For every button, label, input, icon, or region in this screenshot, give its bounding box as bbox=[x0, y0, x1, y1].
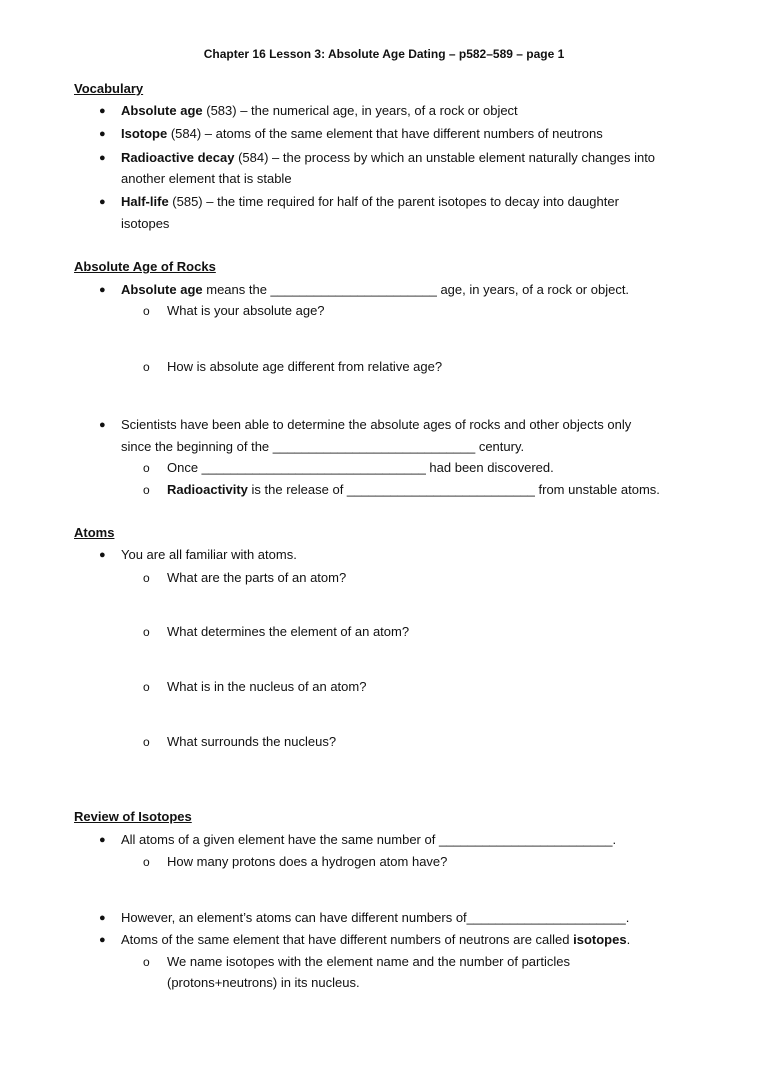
vocab-item-half-life: Half-life (585) – the time required for half of the parent isotopes to decay into daughter bbox=[121, 194, 619, 209]
question-your-absolute-age: What is your absolute age? bbox=[167, 303, 325, 318]
isotopes-definition: Atoms of the same element that have different numbers of neutrons are called isotopes. bbox=[121, 932, 631, 947]
isotopes-heading: Review of Isotopes bbox=[74, 809, 192, 824]
sub-bullet-icon: o bbox=[143, 571, 150, 585]
bullet-icon: ● bbox=[99, 834, 106, 846]
sub-bullet-icon: o bbox=[143, 360, 150, 374]
naming-isotopes-line-1: We name isotopes with the element name and the number of particles bbox=[167, 954, 570, 969]
vocab-item-isotope: Isotope (584) – atoms of the same element that have different numbers of neutrons bbox=[121, 126, 603, 141]
bullet-icon: ● bbox=[99, 196, 106, 208]
bullet-icon: ● bbox=[99, 934, 106, 946]
bullet-icon: ● bbox=[99, 912, 106, 924]
atoms-heading: Atoms bbox=[74, 525, 115, 540]
sub-bullet-icon: o bbox=[143, 855, 150, 869]
sub-bullet-icon: o bbox=[143, 735, 150, 749]
atoms-familiar: You are all familiar with atoms. bbox=[121, 547, 297, 562]
page-title: Chapter 16 Lesson 3: Absolute Age Dating – p582–589 – page 1 bbox=[203, 47, 565, 61]
scientists-line-2: since the beginning of the ____________________________ century. bbox=[121, 439, 525, 454]
vocabulary-heading: Vocabulary bbox=[74, 81, 144, 96]
absolute-age-heading: Absolute Age of Rocks bbox=[74, 259, 216, 274]
bullet-icon: ● bbox=[99, 152, 106, 164]
radioactivity-definition: Radioactivity is the release of __________________________ from unstable atoms. bbox=[167, 482, 660, 497]
question-atom-parts: What are the parts of an atom? bbox=[167, 570, 347, 585]
naming-isotopes-line-2: (protons+neutrons) in its nucleus. bbox=[167, 975, 360, 990]
vocab-item-radioactive-decay-cont: another element that is stable bbox=[121, 171, 292, 186]
different-numbers-statement: However, an element’s atoms can have different numbers of______________________. bbox=[121, 910, 630, 925]
sub-bullet-icon: o bbox=[143, 304, 150, 318]
sub-bullet-icon: o bbox=[143, 955, 150, 969]
absolute-age-definition: Absolute age means the _______________________ age, in years, of a rock or object. bbox=[121, 282, 630, 297]
same-number-statement: All atoms of a given element have the same number of ________________________. bbox=[121, 832, 617, 847]
sub-bullet-icon: o bbox=[143, 483, 150, 497]
bullet-icon: ● bbox=[99, 419, 106, 431]
scientists-line-1: Scientists have been able to determine the absolute ages of rocks and other objects only bbox=[121, 417, 632, 432]
question-atom-element: What determines the element of an atom? bbox=[167, 624, 410, 639]
sub-bullet-icon: o bbox=[143, 461, 150, 475]
vocab-item-radioactive-decay: Radioactive decay (584) – the process by which an unstable element naturally changes into bbox=[121, 150, 656, 165]
once-discovered: Once _______________________________ had been discovered. bbox=[167, 460, 554, 475]
question-hydrogen-protons: How many protons does a hydrogen atom have? bbox=[167, 854, 448, 869]
question-nucleus-contents: What is in the nucleus of an atom? bbox=[167, 679, 367, 694]
bullet-icon: ● bbox=[99, 549, 106, 561]
bullet-icon: ● bbox=[99, 284, 106, 296]
vocab-item-half-life-cont: isotopes bbox=[121, 216, 170, 231]
question-absolute-vs-relative: How is absolute age different from relative age? bbox=[167, 359, 443, 374]
vocab-item-absolute-age: Absolute age (583) – the numerical age, in years, of a rock or object bbox=[121, 103, 518, 118]
question-surrounds-nucleus: What surrounds the nucleus? bbox=[167, 734, 337, 749]
sub-bullet-icon: o bbox=[143, 680, 150, 694]
sub-bullet-icon: o bbox=[143, 625, 150, 639]
bullet-icon: ● bbox=[99, 128, 106, 140]
bullet-icon: ● bbox=[99, 105, 106, 117]
